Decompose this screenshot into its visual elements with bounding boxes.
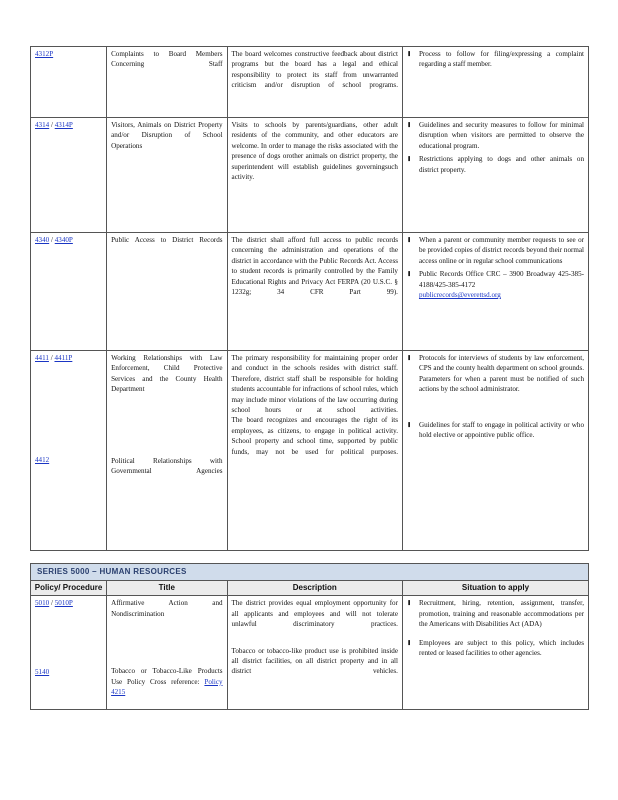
situation-item: When a parent or community member requests to see or be provided copies of district records beyond their normal access online or in regular school communications [418,236,584,265]
title-cell: Visitors, Animals on District Property and/or Disruption of School Operations [107,118,227,233]
table-row [31,351,589,551]
policy-link[interactable]: 4314 [35,121,50,129]
situation-item: Recruitment, hiring, retention, assignment, transfer, promotion, training and reasonable accommodations per the Americans with Disabilities Act (ADA) [418,599,584,629]
table-row [31,47,589,118]
title-text: Political Relationships with Governmental Agencies [111,456,223,476]
policy-cell: 4340 / 4340P [31,233,107,351]
procedure-link[interactable]: 4314P [54,121,73,129]
description-cell [227,596,402,710]
series-header-row [31,564,589,581]
title-cell: Complaints to Board Members Concerning Staff [107,47,227,118]
column-header-situation: Situation to apply [402,581,588,596]
situation-item: Guidelines and security measures to follow for minimal disruption when visitors are permitted to observe the educational program. [418,121,584,150]
bullet-icon: ❚ [406,421,412,428]
policy-document-page [30,46,589,710]
table-row [31,118,589,233]
policy-link[interactable]: 5010 [35,599,50,608]
procedure-link[interactable]: 4340P [54,236,73,244]
title-text [111,666,222,697]
series-title: SERIES 5000 – HUMAN RESOURCES [31,564,589,581]
situation-item: Process to follow for filing/expressing a complaint regarding a staff member. [418,50,584,69]
situation-cell [402,118,588,233]
procedure-link[interactable]: 4411P [54,354,73,362]
title-cell [107,351,227,551]
description-cell: The district shall afford full access to public records concerning the administration and operations of the district in accordance with the Public Records Act. Access to student records is primarily controlled by the Family Educational Rights and Privacy Act FERPA (20 U.S.C. § 1232g; 34 CFR Part 99). [227,233,402,351]
policy-table-series-5000 [30,563,589,710]
policy-link[interactable]: 5140 [35,667,50,676]
email-link[interactable]: publicrecords@everettsd.org [418,291,501,300]
situation-cell [402,351,588,551]
title-text: Affirmative Action and Nondiscrimination [111,599,223,618]
bullet-icon: ❚ [406,122,412,128]
policy-cell: 5010 / 5010P 5140 [31,596,107,710]
bullet-icon: ❚ [406,355,412,361]
column-header-policy: Policy/ Procedure [31,581,107,596]
policy-link[interactable]: 4412 [35,456,50,465]
policy-table-series-4000 [30,46,589,551]
description-text: The board recognizes and encourages the right of its employees, as citizens, to engage in political activity. School property and school time, supported by public funds, may not be used for political purposes. [231,416,398,456]
bullet-icon: ❚ [406,237,412,243]
title-text-part: Tobacco or Tobacco-Like Products Use Policy Cross reference: [111,667,223,686]
policy-cell: 4411 / 4411P 4412 [31,351,107,551]
situation-item: Protocols for interviews of students by law enforcement, CPS and the county health department on school grounds. Parameters for when a parent must be notified of such actions by the school administrator. [418,354,584,394]
cross-reference-link[interactable]: Policy 4215 [111,677,223,697]
bullet-icon: ❚ [406,639,412,646]
procedure-link[interactable]: 5010P [54,599,73,608]
policy-cell [31,47,107,118]
table-row [31,233,589,351]
description-text: The primary responsibility for maintaining proper order and conduct in the schools resides with district staff. Therefore, district staff shall be responsible for holding students accountable for infractions of school rules, which may include minor violations of the law occurring during school hours or at school activities. [231,354,398,415]
policy-link[interactable]: 4340 [35,236,50,244]
situation-cell [402,47,588,118]
description-cell: Visits to schools by parents/guardians, other adult residents of the community, and other educators are welcome. In order to manage the risks associated with the presence of dogs orother animals on district property, the superintendent will establish guidelines governingsuch activity. [227,118,402,233]
title-cell [107,596,227,710]
column-header-description: Description [227,581,402,596]
description-text: Tobacco or tobacco-like product use is prohibited inside all district facilities, on all district property and in all district vehicles. [231,646,398,676]
situation-item [419,269,584,300]
description-text: The district provides equal employment opportunity for all applicants and employees and will not tolerate unlawful discriminatory practices. [231,599,398,629]
situation-item: Employees are subject to this policy, which includes rented or leased facilities to other agencies. [418,638,584,658]
policy-cell: 4314 / 4314P [31,118,107,233]
bullet-icon: ❚ [406,600,412,607]
situation-item: Guidelines for staff to engage in political activity or who hold elective or appointive public office. [418,420,584,440]
bullet-icon: ❚ [406,156,412,163]
title-cell: Public Access to District Records [107,233,227,351]
policy-link[interactable]: 4312P [35,50,54,58]
bullet-icon: ❚ [406,271,412,278]
table-row [31,596,589,710]
column-header-title: Title [107,581,227,596]
column-header-row [31,581,589,596]
title-text: Working Relationships with Law Enforcement, Child Protective Services and the County Health Department [111,354,223,394]
situation-item: Restrictions applying to dogs and other animals on district property. [418,155,584,174]
bullet-icon: ❚ [406,51,412,57]
policy-link[interactable]: 4411 [35,354,49,362]
records-office-text: Public Records Office CRC – 3900 Broadway 425-385-4188/425-385-4172 [418,270,584,289]
description-cell [227,351,402,551]
situation-cell [402,233,588,351]
situation-cell [402,596,588,710]
description-cell: The board welcomes constructive feedback about district programs but the board has a legal and ethical responsibility to protect its staff from unwarranted criticism and/or disruption of school programs. [227,47,402,118]
